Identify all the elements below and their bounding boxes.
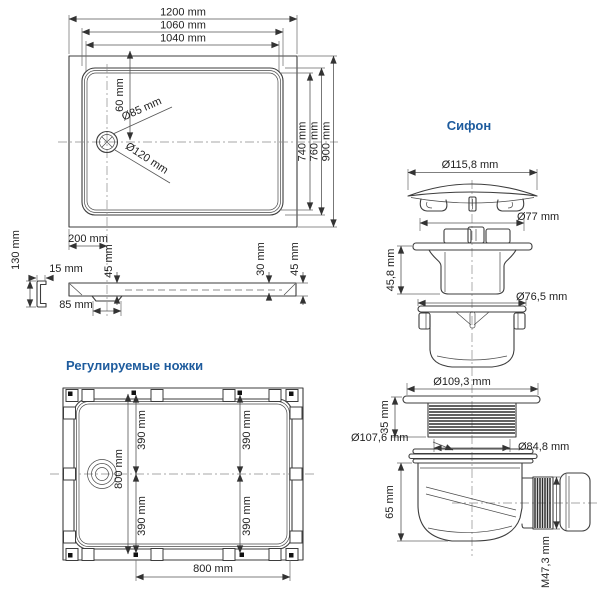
dim-label-15: 15 mm xyxy=(49,263,83,275)
dim-label-thread: Ø84,8 mm xyxy=(518,441,570,453)
dim-label-flange: Ø77 mm xyxy=(517,211,560,223)
edge-profile xyxy=(37,281,46,307)
dim-label-130: 130 mm xyxy=(10,230,22,270)
dim-label-d120: Ø120 mm xyxy=(123,140,171,177)
dim-label-cup: Ø76,5 mm xyxy=(516,291,568,303)
outlet-thread xyxy=(533,477,553,529)
tray-profile xyxy=(69,283,296,296)
outlet-nut xyxy=(560,473,590,531)
dim-label-body-height: 65 mm xyxy=(384,485,396,519)
dim-label-45-right: 45 mm xyxy=(289,242,301,276)
dim-label-outlet-thread: M47,3 mm xyxy=(540,536,552,588)
dim-label-d85: Ø85 mm xyxy=(120,95,164,124)
dim-label-390-1: 390 mm xyxy=(136,410,148,450)
siphon-cup xyxy=(418,291,567,367)
dim-label-flange-height: 45,8 mm xyxy=(385,248,397,292)
dim-label-body: Ø107,6 mm xyxy=(351,432,409,444)
dim-label-1040: 1040 mm xyxy=(160,32,206,45)
dim-label-1200: 1200 mm xyxy=(160,6,206,19)
dim-label-390-3: 390 mm xyxy=(241,410,253,450)
dim-label-200: 200 mm xyxy=(68,233,108,245)
tray-outer-edge xyxy=(69,56,297,227)
dim-label-1060: 1060 mm xyxy=(160,19,206,32)
dim-label-760: 760 mm xyxy=(308,121,321,162)
dim-label-85: 85 mm xyxy=(59,299,93,311)
tray-rim-outer xyxy=(82,68,283,215)
dim-label-390-4: 390 mm xyxy=(241,496,253,536)
dim-label-ring-height: 35 mm xyxy=(379,400,391,434)
dim-label-45-left: 45 mm xyxy=(103,244,115,278)
dim-label-ring: Ø109,3 mm xyxy=(433,376,491,388)
dim-label-740: 740 mm xyxy=(296,121,309,162)
siphon-section xyxy=(351,118,600,588)
legs-title: Регулируемые ножки xyxy=(66,358,204,373)
drain-top-view xyxy=(97,132,118,153)
dim-label-800-vertical: 800 mm xyxy=(113,449,125,489)
dim-label-390-2: 390 mm xyxy=(136,496,148,536)
dim-label-800-horizontal: 800 mm xyxy=(193,563,233,575)
leg-pads xyxy=(64,390,303,561)
siphon-cap xyxy=(408,159,537,211)
adjustable-legs-view xyxy=(50,358,316,581)
dim-label-60: 60 mm xyxy=(114,78,126,112)
dim-label-30: 30 mm xyxy=(255,242,267,276)
dim-label-cap: Ø115,8 mm xyxy=(441,159,499,171)
siphon-body xyxy=(351,432,590,588)
dim-label-900: 900 mm xyxy=(320,121,333,162)
tray-side-view xyxy=(10,230,308,316)
siphon-title: Сифон xyxy=(446,118,492,133)
